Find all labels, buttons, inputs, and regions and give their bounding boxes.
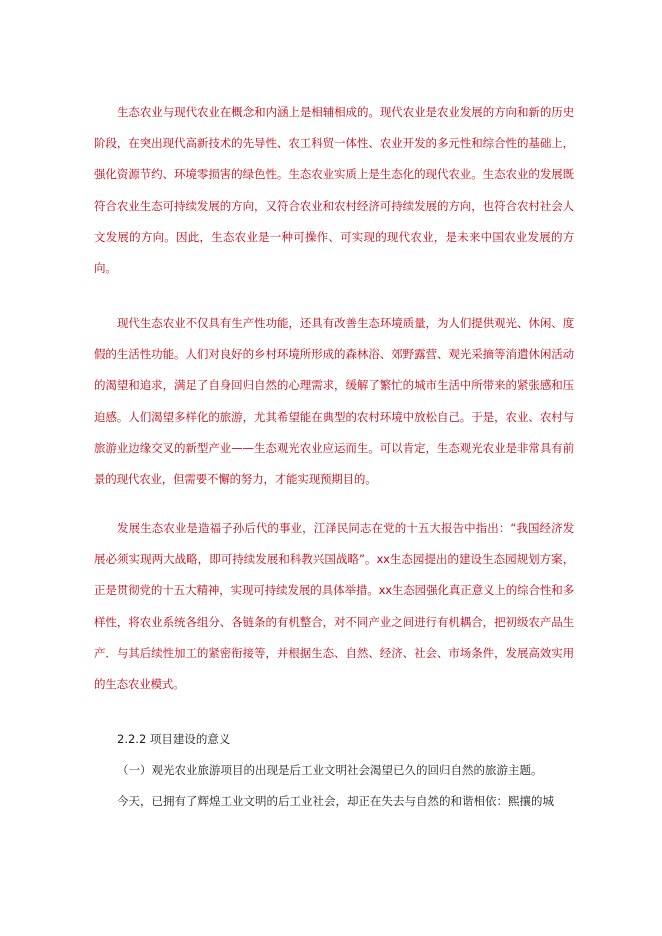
paragraph-eco-modern-agriculture: 生态农业与现代农业在概念和内涵上是相辅相成的。现代农业是农业发展的方向和新的历史阶段，在突出现代高新技术的先导性、农工科贸一体性、农业开发的多元性和综合性的基础上，强化资源节约、环境零损害的绿色性。生态农业实质上是生态化的现代农业。生态农业的发展既符合农业生态可持续发展的方向，又符合农业和农村经济可持续发展的方向，也符合农村社会人文发展的方向。因此，生态农业是一种可操作、可实现的现代农业，是未来中国农业发展的方向。 bbox=[94, 105, 574, 276]
paragraph-post-industrial-society: 今天，已拥有了辉煌工业文明的后工业社会，却正在失去与自然的和谐相依：熙攘的城 bbox=[117, 794, 554, 808]
paragraph-eco-tourism-functions: 现代生态农业不仅具有生产性功能，还具有改善生态环境质量，为人们提供观光、休闲、度假的生活性功能。人们对良好的乡村环境所形成的森林浴、郊野露营、观光采摘等消遣休闲活动的渴望和追求，满足了自身回归自然的心理需求，缓解了繁忙的城市生活中所带来的紧张感和压迫感。人们渴望多样化的旅游，尤其希望能在典型的农村环境中放松自己。于是，农业、农村与旅游业边缘交叉的新型产业——生态观光农业应运而生。可以肯定，生态观光农业是非常具有前景的现代农业，但需要不懈的努力，才能实现预期目的。 bbox=[94, 316, 574, 487]
subheading-tourism-theme: （一）观光农业旅游项目的出现是后工业文明社会渴望已久的回归自然的旅游主题。 bbox=[117, 763, 543, 777]
section-heading: 2.2.2 项目建设的意义 bbox=[117, 732, 231, 746]
paragraph-development-strategy: 发展生态农业是造福子孙后代的事业，江泽民同志在党的十五大报告中指出：“我国经济发展必须实现两大战略，即可持续发展和科教兴国战略”。xx生态园提出的建设生态园规划方案，正是贯彻党的十五大精神，实现可持续发展的具体举措。xx生态园强化真正意义上的综合性和多样性，将农业系统各组分、各链条的有机整合，对不同产业之间进行有机耦合，把初级农产品生产．与其后续性加工的紧密衔接等，并根据生态、自然、经济、社会、市场条件，发展高效实用的生态农业模式。 bbox=[94, 521, 574, 692]
